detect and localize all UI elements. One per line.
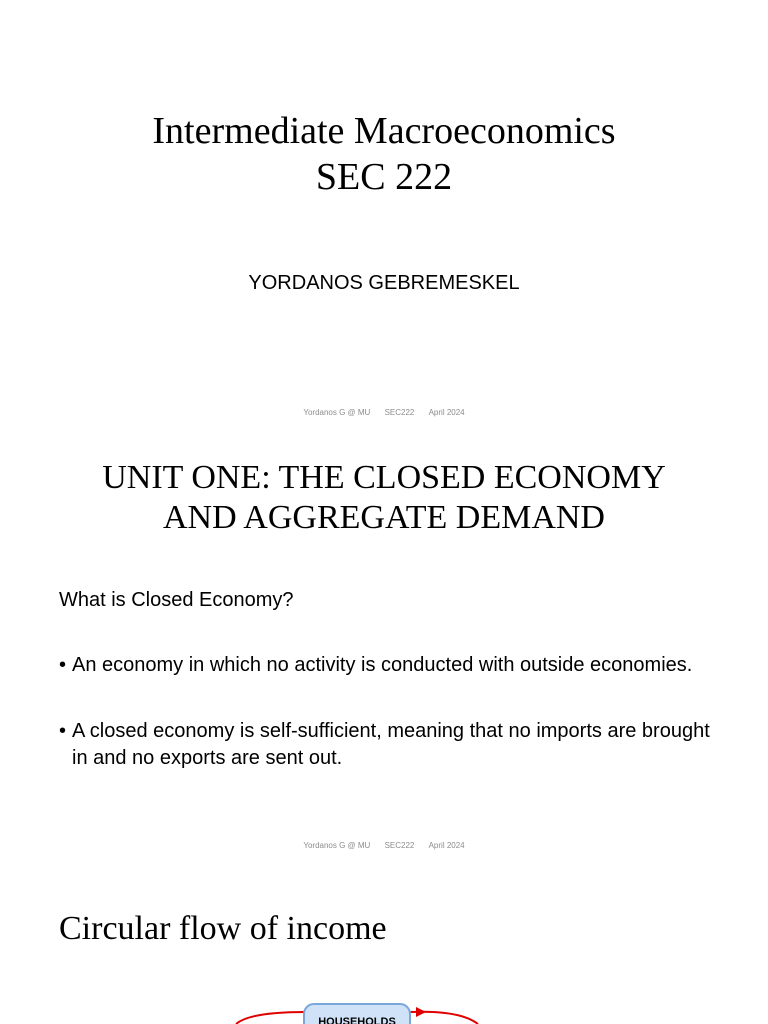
bullet-item (59, 718, 719, 772)
slide-footer (0, 408, 768, 418)
footer-course: SEC222 (384, 408, 415, 417)
question-heading: What is Closed Economy? (59, 589, 294, 611)
bullet-dot: • (59, 654, 67, 676)
course-title-line1: Intermediate Macroeconomics (152, 110, 616, 152)
unit-one-slide (0, 432, 768, 864)
course-title (0, 108, 768, 200)
unit-title (0, 458, 768, 538)
bullet-dot: • (59, 720, 67, 742)
unit-title-line1: UNIT ONE: THE CLOSED ECONOMY (102, 459, 666, 496)
slide-footer (0, 841, 768, 851)
bullet-list (59, 652, 719, 811)
circular-flow-title: Circular flow of income (59, 910, 387, 947)
circular-flow-diagram (0, 994, 768, 1024)
bullet-text: A closed economy is self-sufficient, meaning that no imports are brought in and no exports are sent out. (72, 720, 710, 769)
footer-date: April 2024 (428, 841, 465, 850)
households-label: HOUSEHOLDS (318, 1016, 396, 1024)
footer-author: Yordanos G @ MU (303, 841, 371, 850)
arrowhead-icon (416, 1007, 426, 1017)
bullet-text: An economy in which no activity is conducted with outside economies. (72, 654, 693, 676)
footer-course: SEC222 (384, 841, 415, 850)
title-slide (0, 0, 768, 432)
footer-author: Yordanos G @ MU (303, 408, 371, 417)
author-name: YORDANOS GEBREMESKEL (248, 272, 520, 294)
unit-title-line2: AND AGGREGATE DEMAND (163, 499, 605, 536)
bullet-item (59, 652, 719, 679)
footer-date: April 2024 (428, 408, 465, 417)
circular-flow-slide (0, 864, 768, 1024)
course-code: SEC 222 (315, 156, 453, 198)
flow-arrow-left (236, 1012, 305, 1024)
